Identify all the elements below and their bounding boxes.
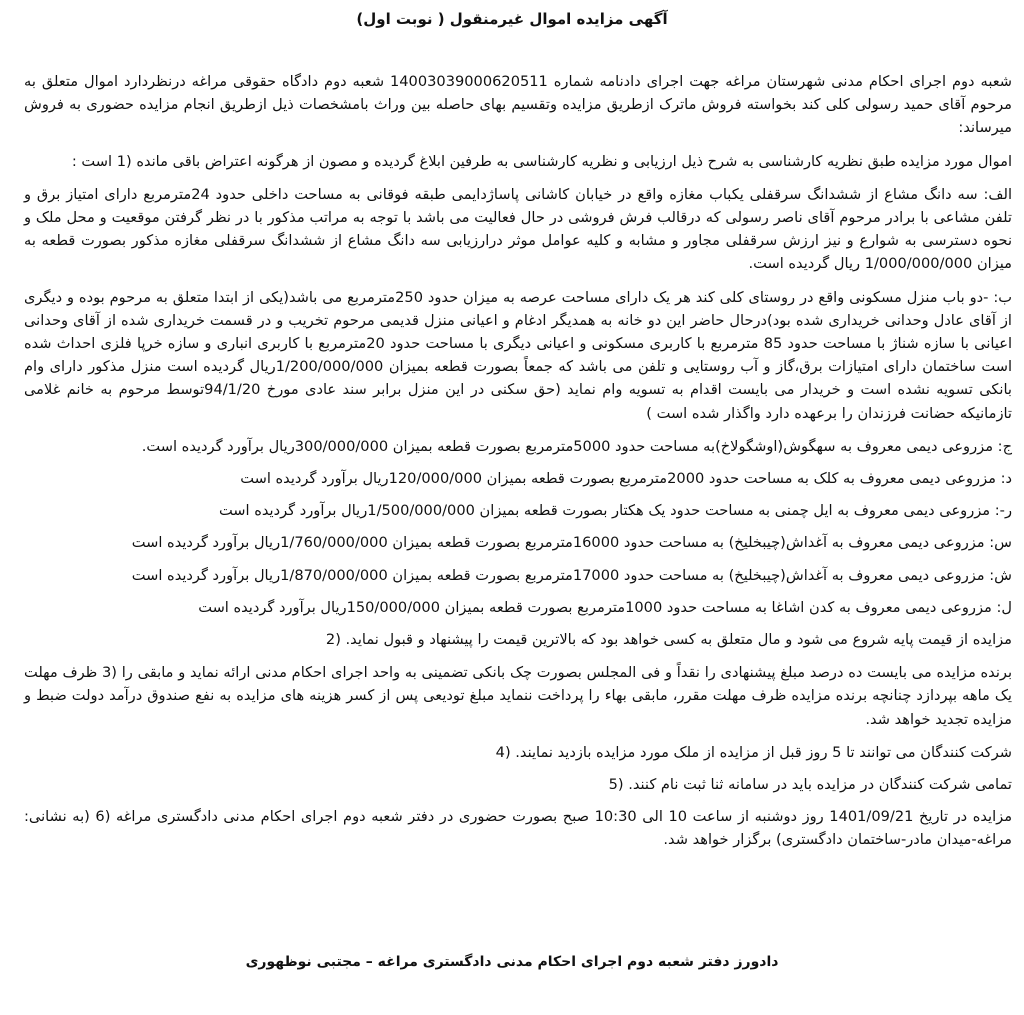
item-lam-paragraph: ل: مزروعی دیمی معروف به کدن اشاغا به مساحت حدود 1000مترمربع بصورت قطعه بمیزان 150/000/000ریال برآورد گردیده است bbox=[198, 598, 1012, 616]
item-3-paragraph: برنده مزایده می بایست ده درصد مبلغ پیشنهادی را نقداً و فی المجلس بصورت چک بانکی تضمینی به واحد اجرای احکام مدنی ارائه نماید و مابقی را (3 ظرف مهلت یک ماهه بپردازد چنانچه برنده مزایده ظرف مهلت مقرر، مابقی بهاء را پرداخت ننماید مبلغ تودیعی پس از کسر هزینه های مزایده به نفع صندوق درآمد دولت ضبط و مزایده تجدید خواهد شد. bbox=[24, 664, 1012, 728]
notice-title: آگهی مزایده اموال غیرمنقول ( نوبت اول) bbox=[356, 10, 668, 28]
item-be-paragraph: ب: -دو باب منزل مسکونی واقع در روستای کلی کند هر یک دارای مساحت عرصه به میزان حدود 250مترمربع می باشد(یکی از ابتدا متعلق به مرحوم بوده و دیگری از آقای عادل وحدانی خریداری شده بود)درحال حاضر این دو خانه به همدیگر ادغام و اعیانی منزل قدیمی مرحوم تخریب و در قسمت خریداری شده از آقای وحدانی اعیانی با سازه شناژ با مساحت حدود 85 مترمربع با کاربری مسکونی و اعیانی دیگری با مساحت حدود 20مترمربع با کاربری انباری و سازه خرپا فلزی احداث شده است ساختمان دارای امتیازات برق،گاز و آب روستایی و تلفن می باشد که جمعاً بصورت قطعه بمیزان 1/200/000/000ریال گردیده است منزل مذکور دارای وام بانکی تسویه نشده است و خریدار می بایست اقدام به تسویه وام نماید (حق سکنی در این منزل برابر سند عادی مورخ 94/1/20توسط مرحوم به خانم غلامی تازمانیکه حضانت فرزندان را برعهده دارد واگذار شده است ) bbox=[24, 288, 1013, 422]
notice-body bbox=[24, 70, 1012, 862]
item-re-paragraph: ر-: مزروعی دیمی معروف به ایل چمنی به مساحت حدود یک هکتار بصورت قطعه بمیزان 1/500/000/000ریال برآورد گردیده است bbox=[218, 502, 1012, 520]
item-1-paragraph: اموال مورد مزایده طبق نظریه کارشناسی به شرح ذیل ارزیابی و نظریه کارشناسی به طرفین ابلاغ گردیده و مصون از هرگونه اعتراض باقی مانده (1 است : bbox=[71, 152, 1012, 170]
item-6-paragraph: مزایده در تاریخ 1401/09/21 روز دوشنبه از ساعت 10 الی 10:30 صبح بصورت حضوری در دفتر شعبه دوم اجرای احکام مدنی دادگستری مراغه (6 (به نشانی: مراغه-میدان مادر-ساختمان دادگستری) برگزار خواهد شد. bbox=[24, 808, 1013, 849]
item-shin-paragraph: ش: مزروعی دیمی معروف به آغداش(چیبخلیخ) به مساحت حدود 17000مترمربع بصورت قطعه بمیزان 1/870/000/000ریال برآورد گردیده است bbox=[131, 566, 1012, 584]
item-jim-paragraph: ج: مزروعی دیمی معروف به سهگوش(اوشگولاخ)به مساحت حدود 5000مترمربع بصورت قطعه بمیزان 300/000/000ریال برآورد گردیده است. bbox=[141, 437, 1012, 455]
item-alef-paragraph: الف: سه دانگ مشاع از ششدانگ سرقفلی یکباب مغازه واقع در خیابان کاشانی پاساژدایمی طبقه فوقانی به مساحت داخلی حدود 24مترمربع دارای امتیاز برق و تلفن مشاعی با برادر مرحوم آقای ناصر رسولی که درقالب فرش فروشی در حال فعالیت می باشد با توجه به مراتب مذکور با در نظر گرفتن موقعیت و محل ملک و نحوه دسترسی به شوارع و نیز ارزش سرقفلی مجاور و مشابه و کلیه عوامل موثر درارزیابی سه دانگ مشاع از ششدانگ سرقفلی مغازه مذکور بصورت قطعه به میزان 1/000/000/000 ریال گردیده است. bbox=[24, 185, 1012, 273]
item-sin-paragraph: س: مزروعی دیمی معروف به آغداش(چیبخلیخ) به مساحت حدود 16000مترمربع بصورت قطعه بمیزان 1/760/000/000ریال برآورد گردیده است bbox=[131, 534, 1012, 552]
item-2-paragraph: مزایده از قیمت پایه شروع می شود و مال متعلق به کسی خواهد بود که بالاترین قیمت را پیشنهاد و قبول نماید. (2 bbox=[325, 631, 1012, 649]
signature-line: دادورز دفتر شعبه دوم اجرای احکام مدنی دادگستری مراغه – مجتبی نوظهوری bbox=[245, 954, 779, 970]
intro-paragraph: شعبه دوم اجرای احکام مدنی شهرستان مراغه جهت اجرای دادنامه شماره 14003039000620511 شعبه دوم دادگاه حقوقی مراغه درنظردارد اموال متعلق به مرحوم آقای حمید رسولی کلی کند بخواسته فروش ماترک ازطریق مزایده وتقسیم بهای حاصله بین وراث بامشخصات ذیل ازطریق انجام مزایده حضوری به فروش میرساند: bbox=[24, 73, 1012, 137]
item-4-paragraph: شرکت کنندگان می توانند تا 5 روز قبل از مزایده از ملک مورد مزایده بازدید نمایند. (4 bbox=[495, 743, 1012, 761]
item-5-paragraph: تمامی شرکت کنندگان در مزایده باید در سامانه ثنا ثبت نام کنند. (5 bbox=[608, 776, 1012, 794]
item-dal-paragraph: د: مزروعی دیمی معروف به کلک به مساحت حدود 2000مترمربع بصورت قطعه بمیزان 120/000/000ریال برآورد گردیده است bbox=[240, 470, 1012, 488]
